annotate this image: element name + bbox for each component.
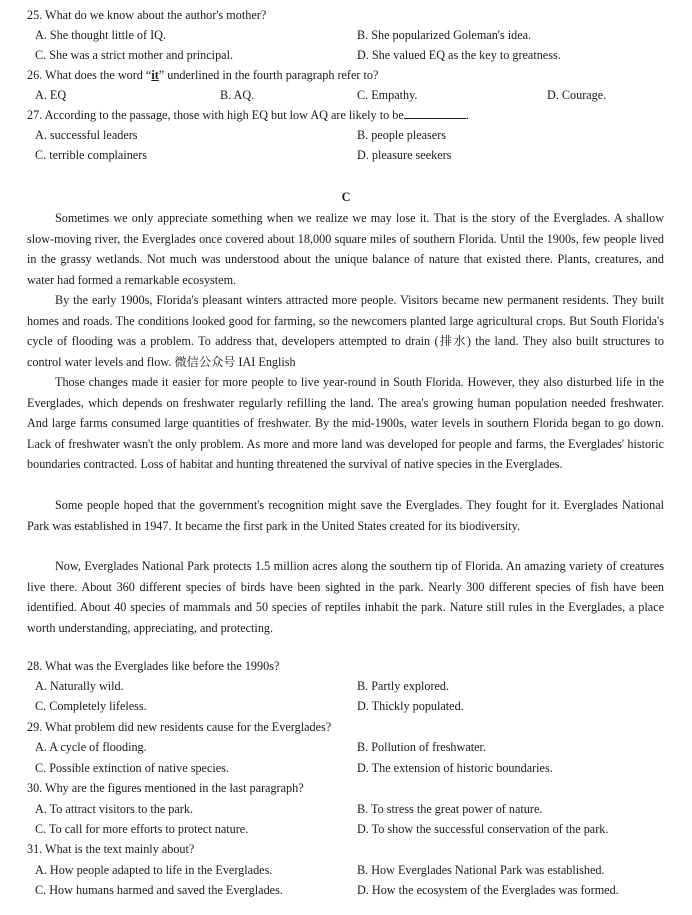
- question-29-option-b: B. Pollution of freshwater.: [357, 740, 486, 754]
- question-29-option-c: C. Possible extinction of native species.: [35, 761, 229, 775]
- question-27-option-a: A. successful leaders: [35, 128, 138, 142]
- passage-paragraph-1: Sometimes we only appreciate something when we realize we may lose it. That is the story of the Everglades. A shallow slow-moving river, the Everglades once covered about 18,000 square miles of southern Florida. Until the 1900s, few people lived in the grassy wetlands. Not much was understood about the unique balance of nature that existed there. Plants, creatures, and water had formed a remarkable ecosystem.: [27, 211, 664, 287]
- question-31-option-b: B. How Everglades National Park was established.: [357, 863, 605, 877]
- question-28-stem: 28. What was the Everglades like before the 1990s?: [27, 659, 280, 673]
- passage-paragraph-4: Some people hoped that the government's recognition might save the Everglades. They fought for it. Everglades National Park was established in 1947. It became the first park in the United States created for its biodiversity.: [27, 498, 664, 533]
- question-27-stem: [27, 106, 469, 124]
- question-30-option-b: B. To stress the great power of nature.: [357, 802, 543, 816]
- question-25-option-b: B. She popularized Goleman's idea.: [357, 28, 532, 42]
- question-30-option-d: D. To show the successful conservation of the park.: [357, 822, 609, 836]
- question-27-option-b: B. people pleasers: [357, 128, 447, 142]
- question-29-option-d: D. The extension of historic boundaries.: [357, 761, 553, 775]
- question-28-option-b: B. Partly explored.: [357, 679, 450, 693]
- question-31-option-c: C. How humans harmed and saved the Everglades.: [35, 883, 283, 897]
- question-27-option-c: C. terrible complainers: [35, 148, 148, 162]
- passage-paragraph-2: By the early 1900s, Florida's pleasant winters attracted more people. Visitors became new permanent residents. They built homes and roads. The conditions looked good for farming, so the newcomers planted large agricultural crops. But South Florida's cycle of flooding was a problem. To address that, developers attempted to drain (排水) the land. They also built structures to control water levels and flow. 微信公众号 IAI English: [27, 293, 664, 369]
- question-27-option-d: D. pleasure seekers: [357, 148, 452, 162]
- question-30-stem: 30. Why are the figures mentioned in the last paragraph?: [27, 781, 304, 795]
- question-29-option-a: A. A cycle of flooding.: [35, 740, 147, 754]
- question-27-stem-before: 27. According to the passage, those with high EQ but low AQ are likely to be: [27, 108, 404, 122]
- question-26-stem-before: 26. What does the word “: [27, 68, 152, 82]
- question-28-option-a: A. Naturally wild.: [35, 679, 124, 693]
- question-26-option-b: B. AQ.: [220, 88, 255, 102]
- question-26-stem-after: ” underlined in the fourth paragraph refer to?: [158, 68, 379, 82]
- underlined-word: it: [151, 68, 159, 82]
- passage-paragraph-5: Now, Everglades National Park protects 1.5 million acres along the southern tip of Florida. An amazing variety of creatures live there. About 360 different species of birds have been sighted in the park. Nearly 300 different species of fish have been identified. About 40 species of mammals and 50 species of reptiles inhabit the park. Nature still rules in the Everglades, a place worth understanding, appreciating, and protecting.: [27, 559, 664, 635]
- question-30-option-a: A. To attract visitors to the park.: [35, 802, 194, 816]
- question-31-stem: 31. What is the text mainly about?: [27, 842, 195, 856]
- question-26-stem: [27, 66, 378, 84]
- question-26-option-c: C. Empathy.: [357, 88, 418, 102]
- answer-blank: [404, 107, 466, 119]
- question-25-option-d: D. She valued EQ as the key to greatness.: [357, 48, 561, 62]
- question-28-option-d: D. Thickly populated.: [357, 699, 464, 713]
- question-28-option-c: C. Completely lifeless.: [35, 699, 147, 713]
- question-30-option-c: C. To call for more efforts to protect nature.: [35, 822, 249, 836]
- question-26-option-d: D. Courage.: [547, 88, 607, 102]
- question-25-stem: 25. What do we know about the author's mother?: [27, 8, 267, 22]
- question-29-stem: 29. What problem did new residents cause for the Everglades?: [27, 720, 332, 734]
- question-26-option-a: A. EQ: [35, 88, 67, 102]
- question-31-option-a: A. How people adapted to life in the Everglades.: [35, 863, 273, 877]
- question-27-stem-after: .: [465, 108, 469, 122]
- question-31-option-d: D. How the ecosystem of the Everglades was formed.: [357, 883, 619, 897]
- question-25-option-c: C. She was a strict mother and principal.: [35, 48, 233, 62]
- section-label: C: [341, 190, 351, 204]
- question-25-option-a: A. She thought little of IQ.: [35, 28, 167, 42]
- passage-paragraph-3: Those changes made it easier for more people to live year-round in South Florida. However, they also disturbed life in the Everglades, which depends on freshwater regularly refilling the land. The area's growing human population needed freshwater. And large farms consumed large quantities of freshwater. By the mid-1900s, water levels in southern Florida began to go down. Lack of freshwater wasn't the only problem. As more and more land was developed for people and farms, the Everglades' historic boundaries contracted. Loss of habitat and hunting threatened the survival of native species in the Everglades.: [27, 375, 664, 471]
